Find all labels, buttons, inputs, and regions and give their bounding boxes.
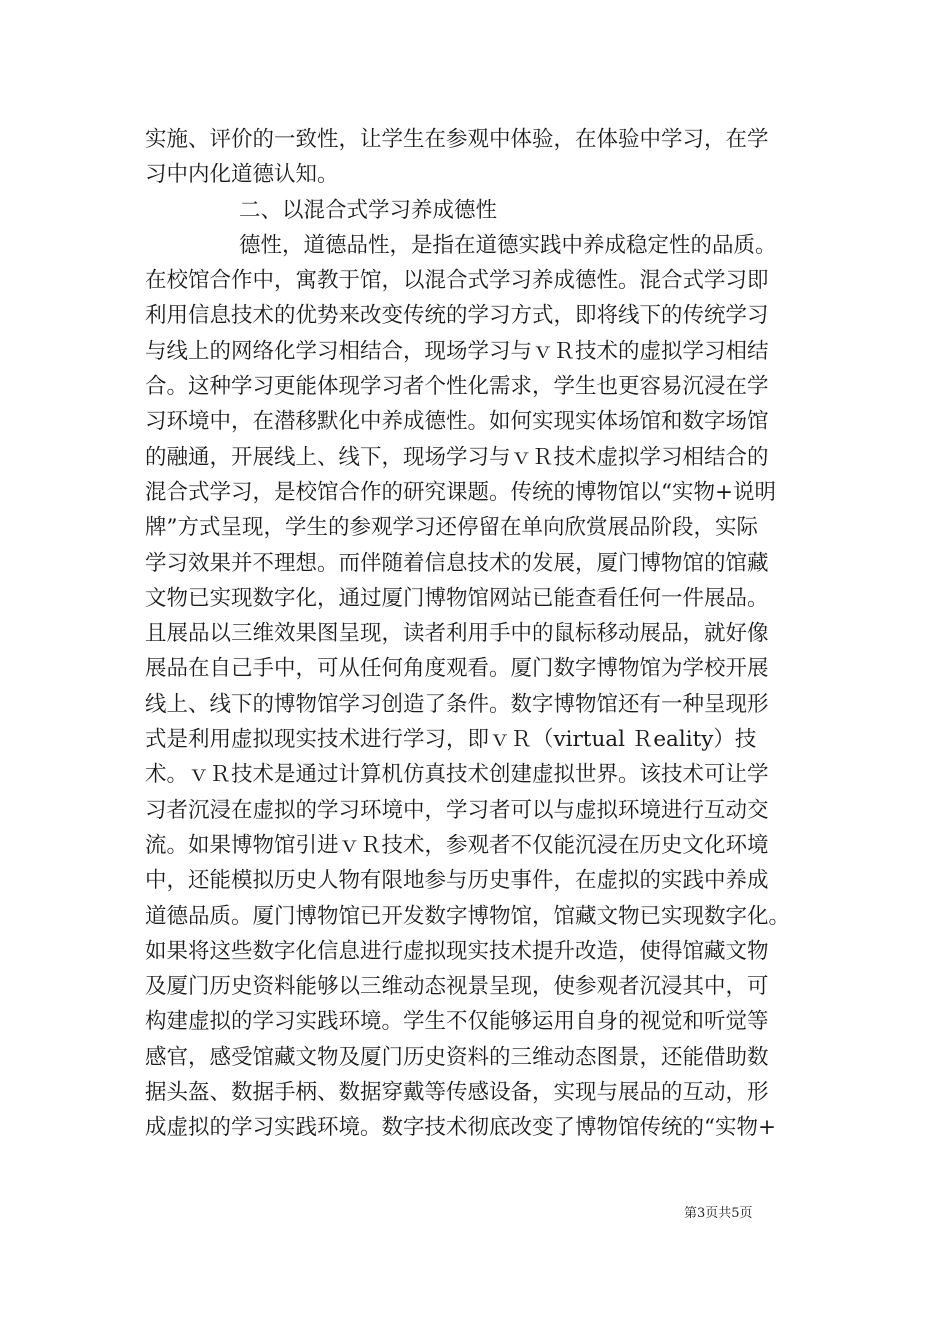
text-line: 展品在自己手中，可从任何角度观看。厦门数字博物馆为学校开展 — [145, 656, 769, 682]
text-line: 如果将这些数字化信息进行虚拟现实技术提升改造，使得馆藏文物 — [145, 938, 769, 964]
text-line: 及厦门历史资料能够以三维动态视景呈现，使参观者沉浸其中，可 — [145, 974, 769, 1000]
text-line: 在校馆合作中，寓教于馆，以混合式学习养成德性。混合式学习即 — [145, 268, 769, 294]
text-line: 据头盔、数据手柄、数据穿戴等传感设备，实现与展品的互动，形 — [145, 1080, 769, 1106]
text-line: 感官，感受馆藏文物及厦门历史资料的三维动态图景，还能借助数 — [145, 1044, 769, 1070]
text-line: 式是利用虚拟现实技术进行学习，即ｖＲ（virtual Ｒeality）技 — [145, 727, 757, 753]
text-line: 的融通，开展线上、线下，现场学习与ｖＲ技术虚拟学习相结合的 — [145, 444, 769, 470]
text-line: 习中内化道德认知。 — [145, 162, 339, 188]
text-line: 混合式学习，是校馆合作的研究课题。传统的博物馆以“实物+说明 — [145, 479, 777, 505]
text-line: 与线上的网络化学习相结合，现场学习与ｖＲ技术的虚拟学习相结 — [145, 338, 769, 364]
section-heading: 二、以混合式学习养成德性 — [239, 197, 498, 223]
text-line: 线上、线下的博物馆学习创造了条件。数字博物馆还有一种呈现形 — [145, 691, 769, 717]
text-line: 道德品质。厦门博物馆已开发数字博物馆，馆藏文物已实现数字化。 — [145, 903, 791, 929]
text-line: 利用信息技术的优势来改变传统的学习方式，即将线下的传统学习 — [145, 303, 769, 329]
text-line: 构建虚拟的学习实践环境。学生不仅能够运用自身的视觉和听觉等 — [145, 1009, 769, 1035]
text-line: 文物已实现数字化，通过厦门博物馆网站已能查看任何一件展品。 — [145, 585, 769, 611]
body-text — [145, 122, 815, 1146]
text-line: 习者沉浸在虚拟的学习环境中，学习者可以与虚拟环境进行互动交 — [145, 797, 769, 823]
text-line: 习环境中，在潜移默化中养成德性。如何实现实体场馆和数字场馆 — [145, 409, 769, 435]
text-line: 成虚拟的学习实践环境。数字技术彻底改变了博物馆传统的“实物+ — [145, 1115, 777, 1141]
page-number: 第3页共5页 — [684, 1206, 753, 1221]
text-line: 术。ｖＲ技术是通过计算机仿真技术创建虚拟世界。该技术可让学 — [145, 762, 769, 788]
text-line: 中，还能模拟历史人物有限地参与历史事件，在虚拟的实践中养成 — [145, 868, 769, 894]
text-line: 德性，道德品性，是指在道德实践中养成稳定性的品质。 — [239, 232, 777, 258]
text-line: 学习效果并不理想。而伴随着信息技术的发展，厦门博物馆的馆藏 — [145, 550, 769, 576]
text-line: 且展品以三维效果图呈现，读者利用手中的鼠标移动展品，就好像 — [145, 621, 769, 647]
text-line: 合。这种学习更能体现学习者个性化需求，学生也更容易沉浸在学 — [145, 374, 769, 400]
text-line: 实施、评价的一致性，让学生在参观中体验，在体验中学习，在学 — [145, 127, 769, 152]
text-line: 流。如果博物馆引进ｖＲ技术，参观者不仅能沉浸在历史文化环境 — [145, 832, 769, 858]
text-line: 牌”方式呈现，学生的参观学习还停留在单向欣赏展品阶段，实际 — [145, 515, 758, 541]
